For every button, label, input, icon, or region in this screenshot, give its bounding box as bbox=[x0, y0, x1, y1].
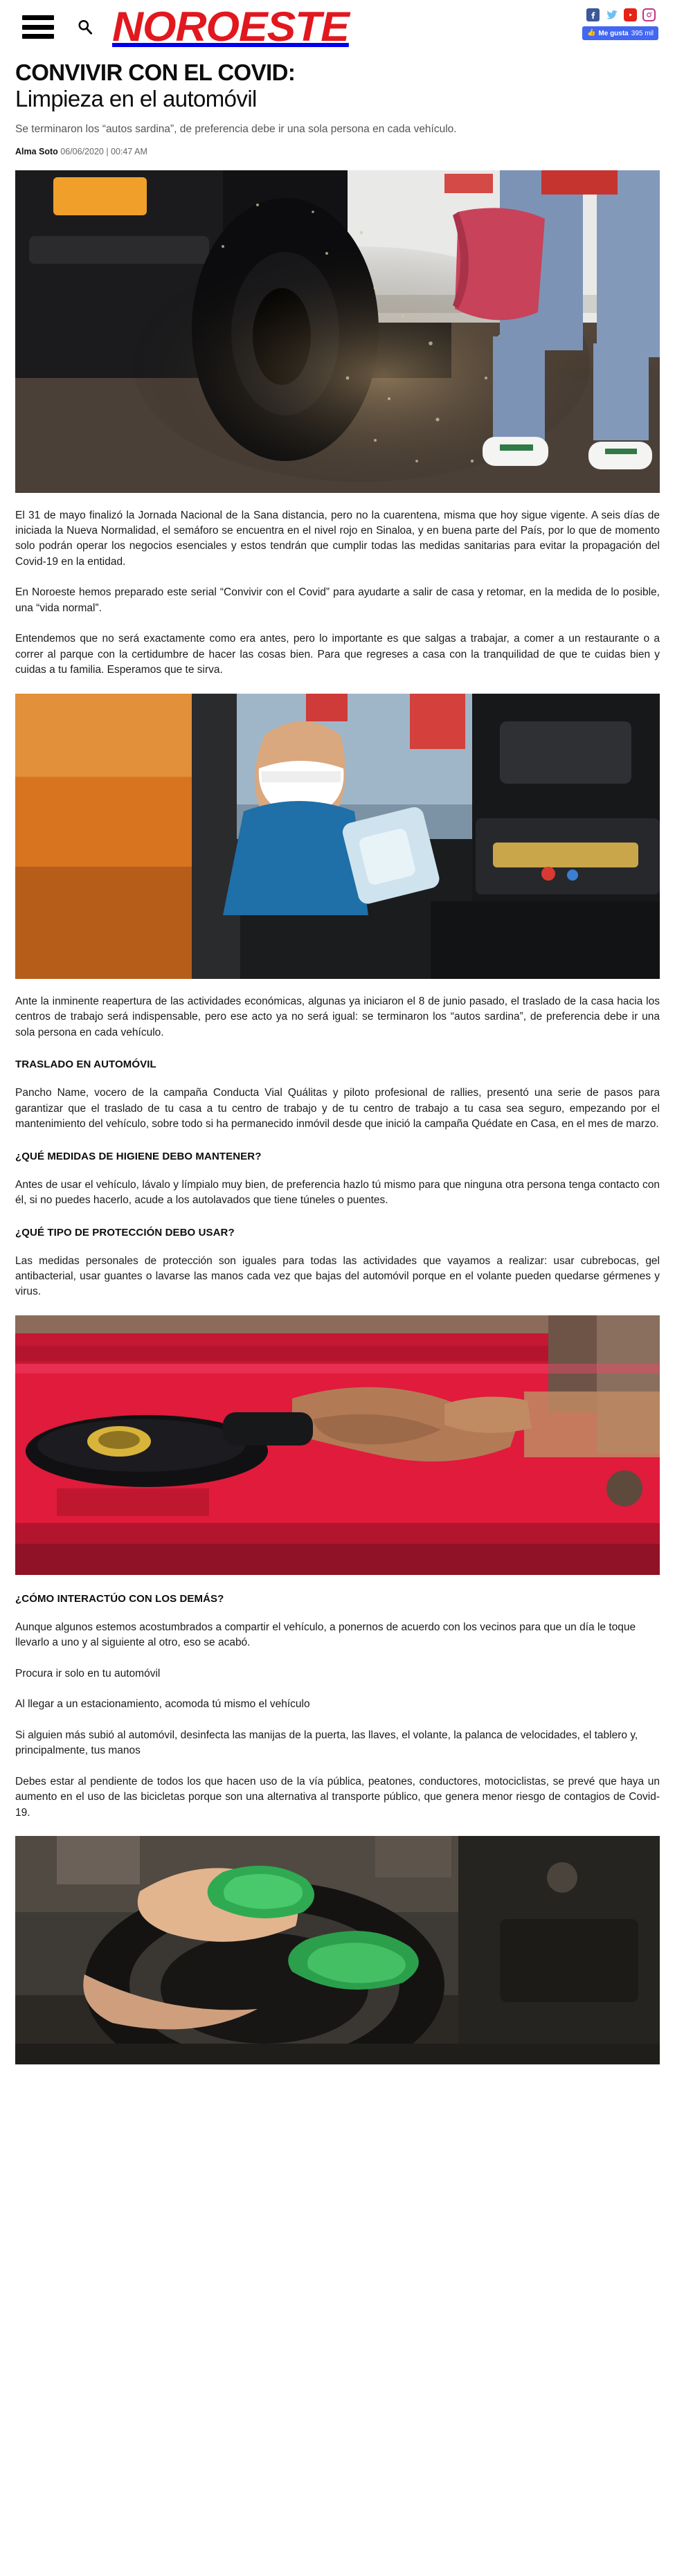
headline-line-1: CONVIVIR CON EL COVID: bbox=[15, 60, 296, 85]
instagram-icon[interactable] bbox=[642, 8, 656, 21]
section-heading: ¿CÓMO INTERACTÚO CON LOS DEMÁS? bbox=[15, 1592, 224, 1605]
headline-line-2: Limpieza en el automóvil bbox=[15, 86, 257, 112]
section-heading: ¿QUÉ MEDIDAS DE HIGIENE DEBO MANTENER? bbox=[15, 1150, 262, 1162]
paragraph: Ante la inminente reapertura de las actividades económicas, algunas ya iniciaron el 8 de junio pasado, el traslado de la casa hacia los centros de trabajo será indispensable, pero ese acto ya no será igual: se terminaron los “autos sardina”, de preferencia debe ir una sola persona en cada vehículo. bbox=[15, 995, 660, 1038]
site-header bbox=[0, 0, 675, 54]
site-logo-text: NOROESTE bbox=[112, 3, 349, 50]
article-image-4-graphic bbox=[15, 1836, 660, 2064]
twitter-glyph bbox=[605, 8, 618, 22]
menu-bar-2 bbox=[22, 25, 54, 30]
paragraph: Las medidas personales de protección son iguales para todas las actividades que vayamos a realizar: usar cubrebocas, gel antibacterial, usar guantes o lavarse las manos cada vez que bajas del automóvil porque en el volante pueden quedarse gérmenes y virus. bbox=[15, 1254, 660, 1298]
article-image-3 bbox=[15, 1315, 660, 1575]
paragraph: Antes de usar el vehículo, lávalo y límpialo muy bien, de preferencia hazlo tú mismo para que ninguna otra persona tenga contacto con él, si no puedes hacerlo, acude a los autolavados que tiene túneles o puentes. bbox=[15, 1178, 660, 1207]
site-logo[interactable] bbox=[112, 3, 349, 50]
facebook-glyph bbox=[588, 10, 598, 20]
article-image-3-graphic bbox=[15, 1315, 660, 1575]
byline bbox=[15, 147, 660, 156]
paragraph: Entendemos que no será exactamente como era antes, pero lo importante es que salgas a trabajar, a comer a un restaurante o a correr al parque con la certidumbre de hacer las cosas bien. Para que regreses a casa con la tranquilidad de que te cuidas bien y cuidas a tu familia. Esperamos que te sirva. bbox=[15, 633, 660, 676]
header-social-area bbox=[582, 8, 658, 40]
instagram-glyph bbox=[645, 10, 654, 19]
paragraph: Debes estar al pendiente de todos los que hacen uso de la vía pública, peatones, conductores, motociclistas, se prevé que haya un aumento en el uso de las bicicletas porque son una alternativa al transporte público, que genera menor riesgo de contagios de Covid-19. bbox=[15, 1775, 660, 1819]
article-deck: Se terminaron los “autos sardina”, de preferencia debe ir una sola persona en cada vehículo. bbox=[15, 123, 457, 135]
article-image-1-graphic bbox=[15, 170, 660, 493]
youtube-glyph bbox=[625, 10, 636, 20]
byline-author: Alma Soto bbox=[15, 146, 58, 156]
paragraph: Si alguien más subió al automóvil, desinfecta las manijas de la puerta, las llaves, el volante, la palanca de velocidades, el tablero y, principalmente, tus manos bbox=[15, 1729, 638, 1757]
social-links bbox=[586, 8, 656, 21]
facebook-like-count: 395 mil bbox=[631, 29, 654, 37]
facebook-like-label: Me gusta bbox=[598, 29, 629, 37]
paragraph: Pancho Name, vocero de la campaña Conducta Vial Quálitas y piloto profesional de rallies, presentó una serie de pasos para garantizar que el traslado de tu casa a tu centro de trabajo y de tu centro de trabajo a tu casa sea seguro, empezando por el mantenimiento del vehículo, sobre todo si ha permanecido inmóvil desde que inició la campaña Quédate en Casa, en el mes de marzo. bbox=[15, 1087, 660, 1131]
paragraph: En Noroeste hemos preparado este serial “Convivir con el Covid” para ayudarte a salir de casa y retomar, en la medida de lo posible, una “vida normal”. bbox=[15, 586, 660, 614]
paragraph: Al llegar a un estacionamiento, acomoda tú mismo el vehículo bbox=[15, 1698, 310, 1711]
thumbs-up-icon: 👍 bbox=[586, 29, 596, 37]
paragraph: El 31 de mayo finalizó la Jornada Nacional de la Sana distancia, pero no la cuarentena, misma que hoy sigue vigente. A seis días de iniciada la Nueva Normalidad, el semáforo se encuentra en el nivel rojo en Sinaloa, y en buena parte del País, por lo que de momento solo podrán operar los negocios esenciales y estos tendrán que cumplir todas las medidas sanitarias para evitar la propagación del Covid-19 en la entidad. bbox=[15, 509, 660, 568]
facebook-like-button[interactable] bbox=[582, 26, 658, 40]
search-icon[interactable] bbox=[73, 15, 97, 39]
article bbox=[0, 60, 675, 2064]
byline-timestamp: 06/06/2020 | 00:47 AM bbox=[60, 146, 147, 156]
article-image-2-graphic bbox=[15, 694, 660, 979]
article-image-2 bbox=[15, 694, 660, 979]
section-heading: TRASLADO EN AUTOMÓVIL bbox=[15, 1059, 156, 1071]
article-image-4 bbox=[15, 1836, 660, 2064]
search-glyph bbox=[76, 18, 94, 36]
twitter-icon[interactable] bbox=[605, 8, 618, 21]
article-image-1 bbox=[15, 170, 660, 493]
page-title bbox=[15, 60, 660, 113]
menu-bar-1 bbox=[22, 15, 54, 20]
facebook-icon[interactable] bbox=[586, 8, 600, 21]
menu-bar-3 bbox=[22, 34, 54, 39]
menu-icon[interactable] bbox=[22, 15, 54, 39]
paragraph: Procura ir solo en tu automóvil bbox=[15, 1667, 161, 1679]
section-heading: ¿QUÉ TIPO DE PROTECCIÓN DEBO USAR? bbox=[15, 1226, 235, 1239]
paragraph: Aunque algunos estemos acostumbrados a compartir el vehículo, a ponernos de acuerdo con los vecinos para que un día le toque llevarlo a uno y al siguiente al otro, eso se acabó. bbox=[15, 1621, 636, 1649]
youtube-icon[interactable] bbox=[624, 8, 637, 21]
